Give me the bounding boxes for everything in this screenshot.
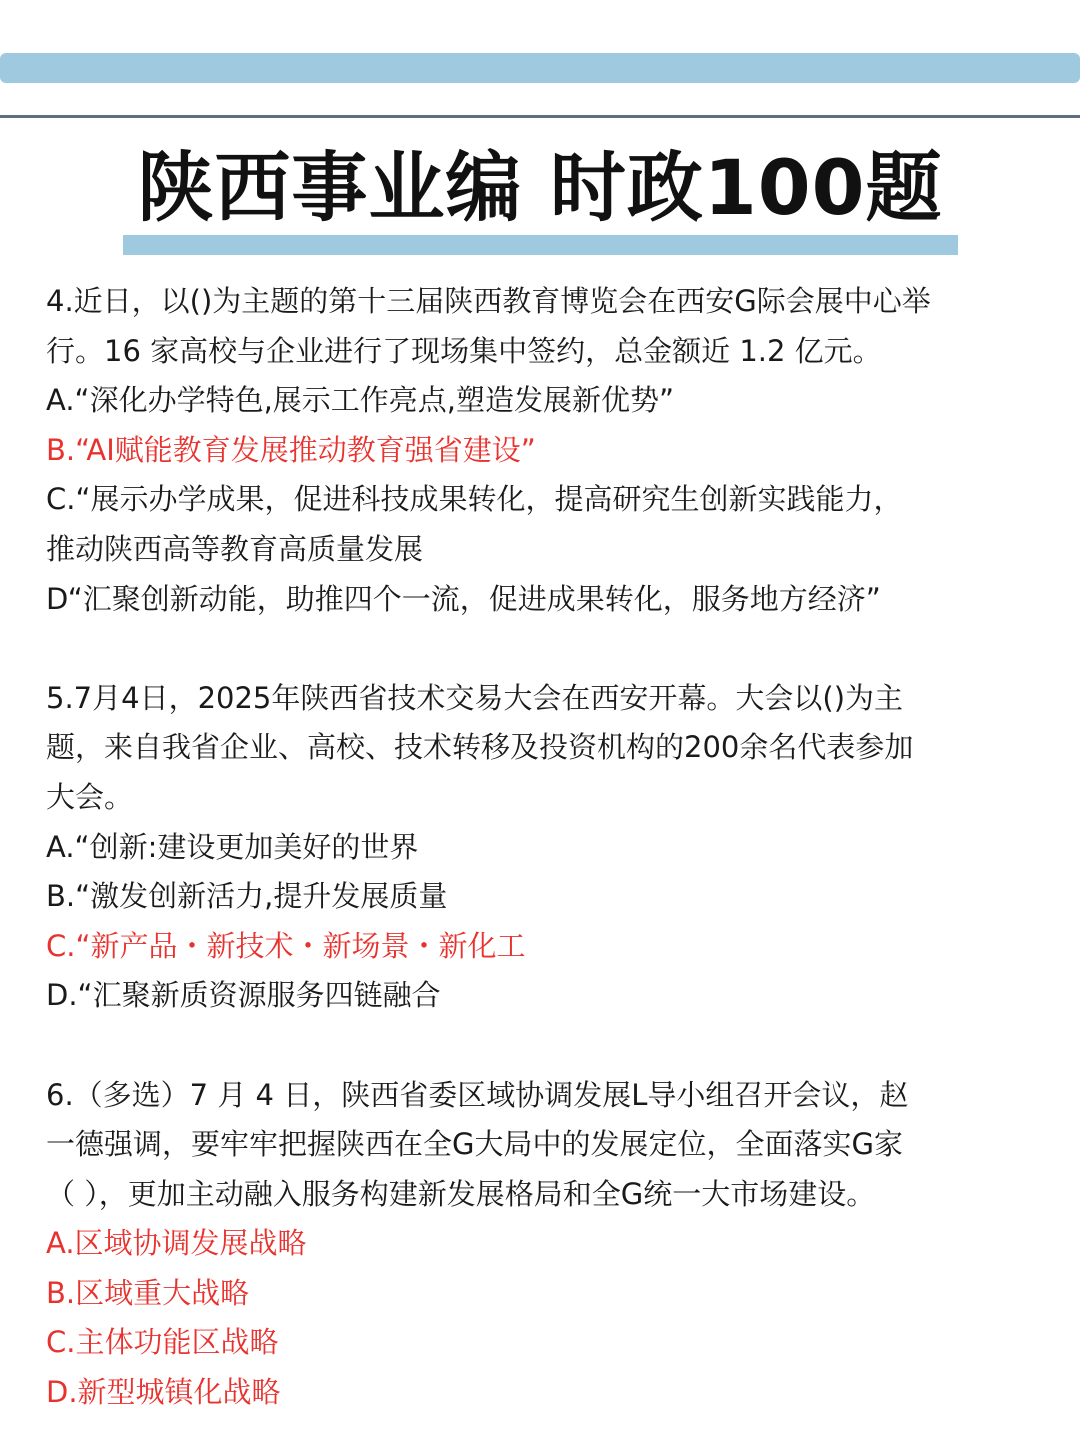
question-stem-line: 5.7月4日，2025年陕西省技术交易大会在西安开幕。大会以()为主: [46, 680, 904, 715]
question-4: [46, 277, 1042, 624]
option-d: D.“汇聚新质资源服务四链融合: [46, 978, 441, 1013]
question-spacer: [46, 624, 1042, 674]
option-a: A.“深化办学特色,展示工作亮点,塑造发展新优势”: [46, 383, 675, 418]
option-c-answer: C.主体功能区战略: [46, 1325, 279, 1360]
title-underline-bar: [123, 235, 958, 255]
option-a: A.“创新:建设更加美好的世界: [46, 829, 419, 864]
option-d-answer: D.新型城镇化战略: [46, 1375, 281, 1410]
question-list: [46, 277, 1042, 1418]
option-d: D“汇聚创新动能，助推四个一流，促进成果转化，服务地方经济”: [46, 581, 881, 616]
question-6: [46, 1071, 1042, 1418]
top-decorative-band: [0, 53, 1080, 83]
question-stem-line: 4.近日，以()为主题的第十三届陕西教育博览会在西安G际会展中心举: [46, 284, 931, 318]
top-rule-line: [0, 115, 1080, 118]
question-spacer: [46, 1021, 1042, 1071]
question-stem-line: 题，来自我省企业、高校、技术转移及投资机构的200余名代表参加: [46, 730, 914, 765]
question-stem-line: （ ），更加主动融入服务构建新发展格局和全G统一大市场建设。: [46, 1176, 876, 1211]
option-c: C.“展示办学成果，促进科技成果转化，提高研究生创新实践能力，: [46, 482, 903, 517]
option-c-continued: 推动陕西高等教育高质量发展: [46, 531, 424, 566]
question-stem-line: 一德强调，要牢牢把握陕西在全G大局中的发展定位，全面落实G家: [46, 1127, 903, 1162]
question-stem-line: 大会。: [46, 779, 134, 814]
page-title: 陕西事业编 时政100题: [137, 143, 943, 232]
option-b-answer: B.“AI赋能教育发展推动教育强省建设”: [46, 432, 536, 467]
option-a-answer: A.区域协调发展战略: [46, 1226, 307, 1261]
option-b-answer: B.区域重大战略: [46, 1275, 250, 1310]
question-stem-line: 6.（多选）7 月 4 日，陕西省委区域协调发展L导小组召开会议，赵: [46, 1077, 909, 1112]
question-5: [46, 674, 1042, 1021]
question-stem-line: 行。16 家高校与企业进行了现场集中签约，总金额近 1.2 亿元。: [46, 333, 882, 368]
option-b: B.“激发创新活力,提升发展质量: [46, 879, 448, 914]
option-c-answer: C.“新产品・新技术・新场景・新化工: [46, 928, 526, 963]
